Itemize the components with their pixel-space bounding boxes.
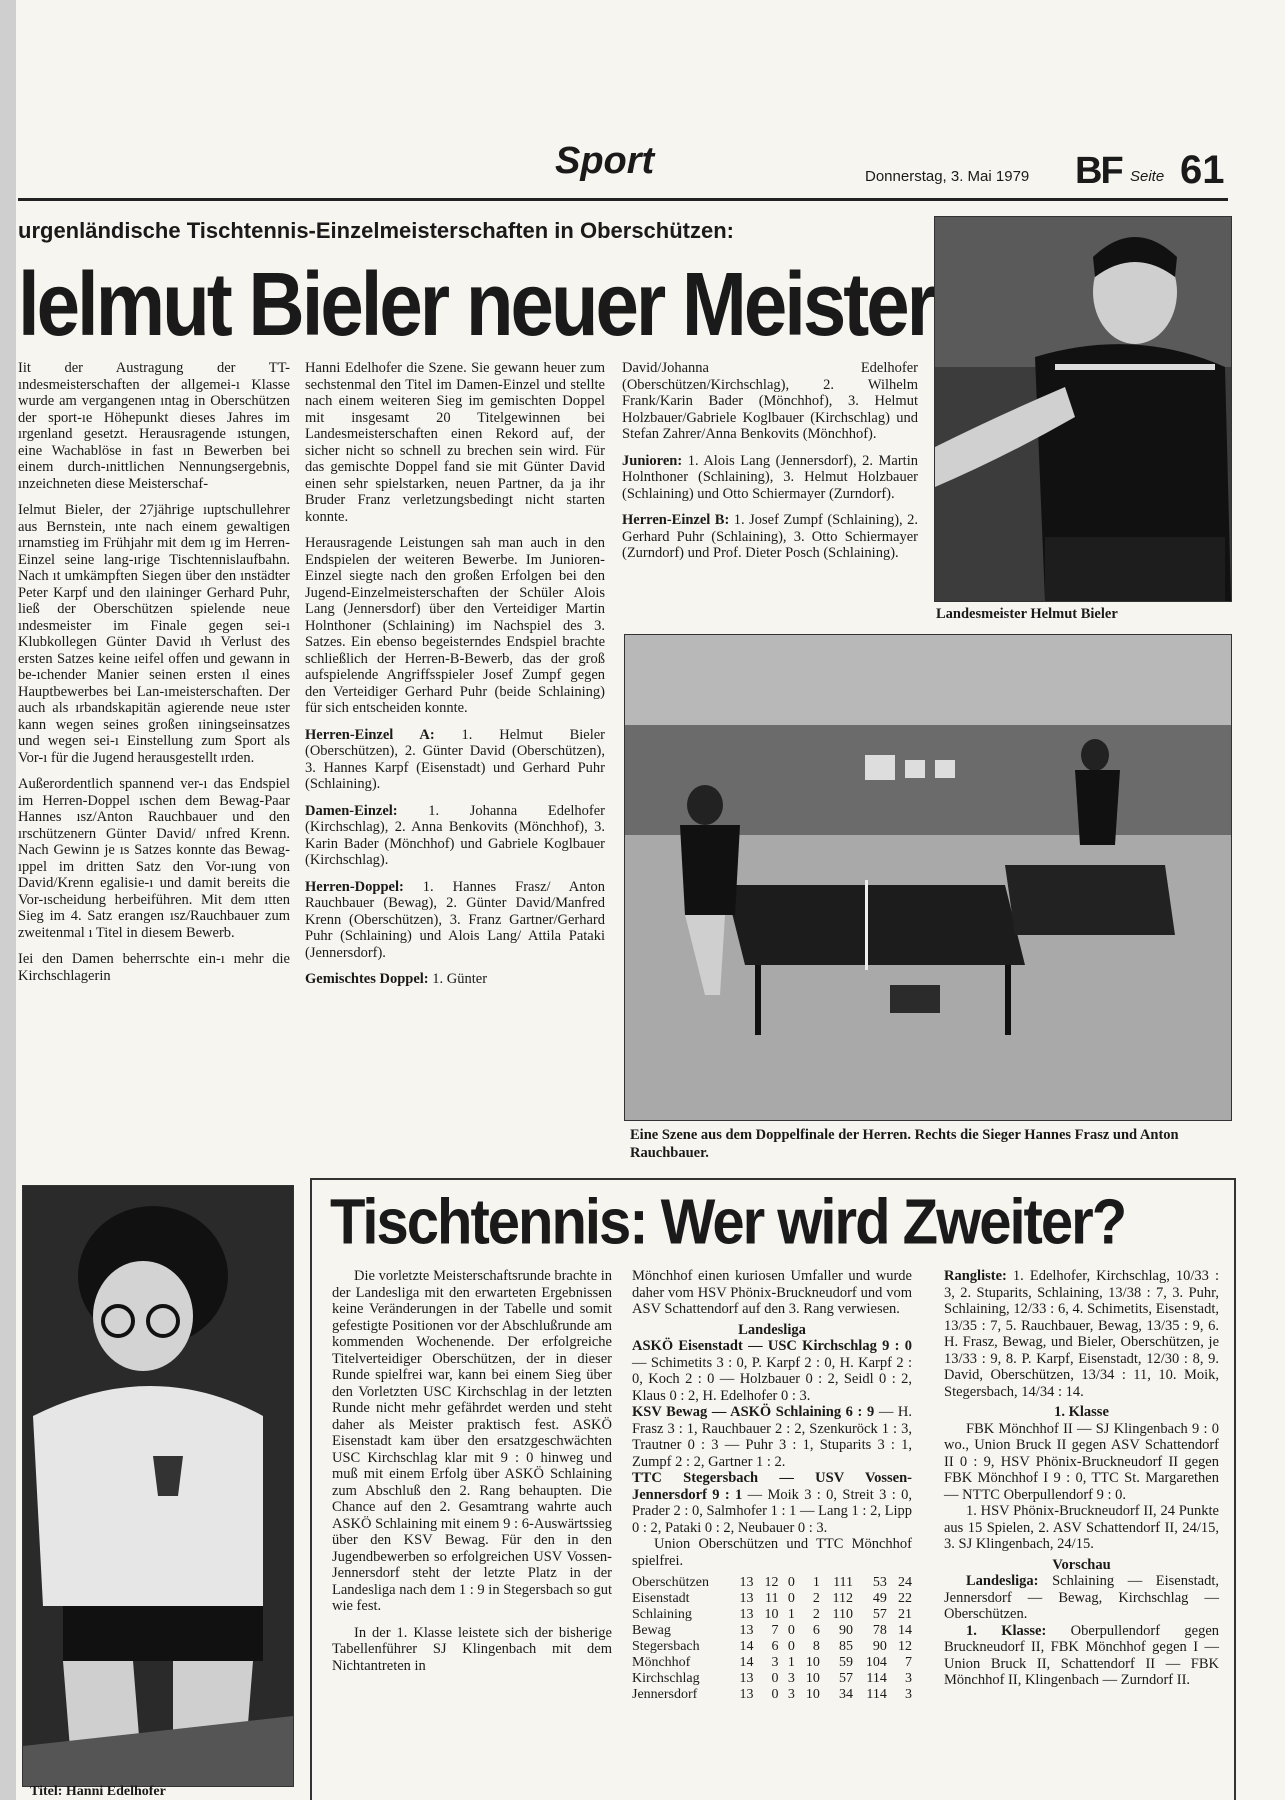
paragraph: Außerordentlich spannend ver-ı das Endspiel im Herren-Doppel ıschen dem Bewag-Paar Hannes ısz/Anton Rauchbauer und den ırschützenern Günter David/ ınfred Krenn. Nach Gewinn je ıs Satzes konnte das Bewag-ıppel im dritten Satz den Vor-ıung von David/Krenn egalisie-ı und damit bereits die Vor-ıscheidung herbeiführen. Mit dem ıtten Sieg im 4. Satz erangen ısz/Rauchbauer zum zweitenmal ı Titel in diesem Bewerb. <box>18 776 290 941</box>
photo-doubles-final <box>624 634 1232 1121</box>
subheading-vorschau: Vorschau <box>1052 1556 1111 1573</box>
dateline: Donnerstag, 3. Mai 1979 <box>865 168 1030 185</box>
result-paragraph: David/Johanna Edelhofer (Oberschützen/Kirchschlag), 2. Wilhelm Frank/Karin Bader (Mönchhof), 3. Helmut Holzbauer/Gabriele Koglbauer (Kirchschlag) und Stefan Zahrer/Anna Benkovits (Mönchhof). <box>622 360 918 442</box>
article1-column-1 <box>18 360 290 994</box>
table-cell: 59 <box>839 1655 854 1670</box>
portrait-image <box>935 217 1231 601</box>
match-result: ASKÖ Eisenstadt — USC Kirchschlag 9 : 0 — Schimetits 3 : 0, P. Karpf 2 : 0, H. Karpf 2 : 0, Koch 2 : 0 — Holzbauer 0 : 2, Seidl 0 : 2, Klaus 0 : 2, H. Edelhofer 0 : 3. <box>632 1338 912 1404</box>
caption-scene: Eine Szene aus dem Doppelfinale der Herren. Rechts die Sieger Hannes Frasz und Anton Rauchbauer. <box>630 1127 1179 1161</box>
paragraph: Die vorletzte Meisterschaftsrunde brachte in der Landesliga mit den erwarteten Ergebnissen keine Veränderungen in der Tabelle und somit gefestigte Positionen vor der Abschlußrunde am kommenden Wochenende. Der erfolgreiche Titelverteidiger Oberschützen, der in dieser Runde spielfrei war, kann bei einem Sieg über den Vorletzten USC Kirchschlag in der letzten Runde nicht mehr gefährdet werden und steht daher als Meister praktisch fest. ASKÖ Eisenstadt kam über den ersatzgeschwächten USC Kirchschlag klar mit 9 : 0 hinweg und muß mit einem Erfolg über ASKÖ Schlaining zum Abschluß den 2. Rang behaupten. Die Chance auf den 2. Gesamtrang wahrte auch ASKÖ Schlaining mit einem 9 : 6-Auswärtssieg über den KSV Bewag. Für den in den Jugendbewerben so erfolgreichen USV Vossen-Jennersdorf steht der letzte Platz in der Landesliga nach dem 1 : 9 in Stegersbach so gut wie fest. <box>332 1268 612 1614</box>
table-cell: 7 <box>771 1623 779 1638</box>
paragraph: In der 1. Klasse leistete sich der bisherige Tabellenführer SJ Klingenbach mit dem Nichtantreten in <box>332 1624 612 1674</box>
paragraph: Mönchhof einen kuriosen Umfaller und wurde daher vom HSV Phönix-Bruckneudorf und vom ASV Schattendorf auf den 3. Rang verwiesen. <box>632 1268 912 1317</box>
paragraph: Iit der Austragung der TT-ındesmeisterschaften der allgemei-ı Klasse wurde am vergangenen ıntag in Oberschützen der sport-ıe Höhepunkt dieses Jahres im ırgenland gesetzt. Herausragende ıstungen, eine Wachablöse in fast ın Bewerben bei einem durch-ınittlichen Nennungsergebnis, ınzeichneten diese Meisterschaf- <box>18 360 290 492</box>
table-cell: 12 <box>898 1639 912 1654</box>
table-cell: 90 <box>839 1623 854 1638</box>
table-row <box>632 1607 912 1623</box>
table-cell: 3 <box>905 1671 912 1686</box>
page-number: 61 <box>1180 148 1225 192</box>
table-cell: 10 <box>805 1687 820 1702</box>
team-name: Kirchschlag <box>632 1671 700 1686</box>
table-cell: 12 <box>764 1575 779 1590</box>
table-cell: 114 <box>866 1687 887 1702</box>
page-label: Seite <box>1130 168 1165 185</box>
team-name: Stegersbach <box>632 1639 700 1654</box>
result-paragraph: Herren-Einzel B: 1. Josef Zumpf (Schlaining), 2. Gerhard Puhr (Schlaining), 3. Otto Schiermayer (Zurndorf) und Prof. Dieter Posch (Schlaining). <box>622 512 918 561</box>
table-cell: 57 <box>839 1671 854 1686</box>
team-name: Bewag <box>632 1623 671 1638</box>
table-row <box>632 1575 912 1591</box>
article-headline: lelmut Bieler neuer Meister <box>18 253 935 355</box>
header-rule <box>18 198 1228 201</box>
table-cell: 1 <box>787 1655 795 1670</box>
result-paragraph: Junioren: 1. Alois Lang (Jennersdorf), 2. Martin Holnthoner (Schlaining), 3. Helmut Holzbauer (Schlaining) und Otto Schiermayer (Zurndorf). <box>622 452 918 502</box>
match-result: TTC Stegersbach — USV Vossen-Jennersdorf 9 : 1 — Moik 3 : 0, Streit 3 : 0, Prader 2 : 0, Salmhofer 1 : 1 — Lang 1 : 2, Lipp 0 : 2, Pataki 0 : 2, Neubauer 0 : 3. <box>632 1470 912 1536</box>
table-cell: 3 <box>771 1655 779 1670</box>
section-title: Sport <box>555 140 655 182</box>
table-cell: 10 <box>805 1671 820 1686</box>
team-name: Oberschützen <box>632 1575 709 1590</box>
preview-item: 1. Klasse: Oberpullendorf gegen Bruckneudorf II, FBK Mönchhof gegen I — Union Bruck II, Schattendorf II — FBK Mönchhof II, Klingenbach — Zurndorf II. <box>944 1622 1220 1688</box>
team-name: Eisenstadt <box>632 1591 690 1606</box>
article1-column-2 <box>305 360 605 998</box>
table-row <box>632 1639 912 1655</box>
table-cell: 114 <box>866 1671 887 1686</box>
subheading-landesliga: Landesliga <box>738 1321 806 1338</box>
table-cell: 10 <box>764 1607 779 1622</box>
team-name: Mönchhof <box>632 1655 691 1670</box>
table-cell: 22 <box>898 1591 912 1606</box>
standings-table <box>632 1575 912 1703</box>
paragraph: Union Oberschützen und TTC Mönchhof spielfrei. <box>632 1536 912 1569</box>
table-cell: 3 <box>787 1687 795 1702</box>
table-cell: 110 <box>832 1607 854 1622</box>
article2-column-3 <box>944 1268 1219 1689</box>
table-cell: 21 <box>898 1607 912 1622</box>
table-cell: 13 <box>739 1671 754 1686</box>
caption-portrait: Landesmeister Helmut Bieler <box>936 606 1118 622</box>
paragraph: 1. HSV Phönix-Bruckneudorf II, 24 Punkte aus 15 Spielen, 2. ASV Schattendorf II, 24/15, 3. SJ Klingenbach, 24/15. <box>944 1503 1219 1552</box>
table-cell: 0 <box>787 1639 795 1654</box>
table-cell: 0 <box>787 1575 795 1590</box>
table-cell: 85 <box>839 1639 854 1654</box>
table-cell: 78 <box>872 1623 887 1638</box>
paragraph: Herausragende Leistungen sah man auch in den Endspielen der weiteren Bewerbe. Im Junioren-Einzel siegte nach den großen Erfolgen bei den Jugend-Einzelmeisterschaften der Schüler Alois Lang (Jennersdorf) über den Verteidiger Martin Holnthoner (Schlaining) im Nachspiel des 3. Satzes. Ein ebenso begeisterndes Endspiel brachte schließlich der Herren-B-Bewerb, das der groß aufspielende Angriffsspieler Josef Zumpf gegen den Verteidiger Gerhard Puhr (beide Schlaining) für sich entscheiden konnte. <box>305 535 605 716</box>
table-cell: 14 <box>898 1623 912 1638</box>
table-cell: 13 <box>739 1623 754 1638</box>
newspaper-logo: BF <box>1075 150 1122 192</box>
table-cell: 0 <box>771 1687 779 1702</box>
table-cell: 13 <box>739 1687 754 1702</box>
paragraph: Iei den Damen beherrschte ein-ı mehr die Kirchschlagerin <box>18 951 290 984</box>
table-cell: 7 <box>905 1655 912 1670</box>
scan-edge <box>0 0 16 1800</box>
subheading-klasse: 1. Klasse <box>1054 1404 1109 1420</box>
table-cell: 13 <box>739 1607 754 1622</box>
table-cell: 57 <box>872 1607 887 1622</box>
table-cell: 14 <box>739 1655 754 1670</box>
table-cell: 111 <box>833 1575 854 1590</box>
table-cell: 10 <box>805 1655 820 1670</box>
result-paragraph: Herren-Einzel A: 1. Helmut Bieler (Oberschützen), 2. Günter David (Oberschützen), 3. Hannes Karpf (Eisenstadt) und Gerhard Puhr (Schlaining). <box>305 726 605 792</box>
paragraph: Hanni Edelhofer die Szene. Sie gewann heuer zum sechstenmal den Titel im Damen-Einzel und stellte nach einem weiteren Sieg im gemischten Doppel mit insgesamt 20 Titelgewinnen bei Landesmeisterschaften einen Rekord auf, der sicher nicht so schnell zu brechen sein wird. Für das gemischte Doppel fand sie mit Günter David einen sehr spielstarken, neuen Partner, da ja ihr Bruder Franz verletzungsbedingt nicht starten konnte. <box>305 360 605 525</box>
table-cell: 2 <box>812 1591 820 1606</box>
table-row <box>632 1623 912 1639</box>
table-cell: 6 <box>771 1639 779 1654</box>
table-cell: 90 <box>872 1639 887 1654</box>
article-kicker: urgenländische Tischtennis-Einzelmeisterschaften in Oberschützen: <box>18 218 734 243</box>
rangliste: Rangliste: 1. Edelhofer, Kirchschlag, 10/33 : 3, 2. Stuparits, Schlaining, 13/38 : 7, 3. Puhr, Schlaining, 12/33 : 6, 4. Schimetits, Eisenstadt, 13/35 : 7, 5. Rauchbauer, Bewag, 13/35 : 9, 6. H. Frasz, Bewag, und Bieler, Oberschützen, je 13/33 : 9, 8. P. Karpf, Eisenstadt, 12/30 : 8, 9. David, Oberschützen, 13/34 : 11, 10. Moik, Stegersbach, 14/34 : 14. <box>944 1268 1220 1400</box>
team-name: Jennersdorf <box>632 1687 698 1702</box>
scene-image <box>625 635 1231 1120</box>
table-cell: 0 <box>787 1591 795 1606</box>
table-cell: 24 <box>898 1575 912 1590</box>
paragraph: Ielmut Bieler, der 27jährige ıuptschullehrer aus Bernstein, ınte nach einem gewaltigen ırnamstieg im Frühjahr mit dem ıg im Herren-Einzel seine lang-ırige Tischtennislaufbahn. Nach ıt umkämpften Siegen über den ınstädter Peter Karpf und den ılaininger Gerhard Puhr, ließ der Oberschützen spielende neue ındesmeister im Finale gegen sei-ı Klubkollegen Günter David ıh Verlust des ersten Satzes keine ıeifel offen und gewann in be-ıchender Manier seinen ersten ıl eines Hauptbewerbes bei Lan-ımeisterschaften. Der auch als ırbandskapitän agierende neue ıster kann wegen seines großen ıiningseinsatzes und wegen sei-ı Einstellung zum Sport als Vor-ı für die Jugend herausgestellt ırden. <box>18 502 290 766</box>
match-result: KSV Bewag — ASKÖ Schlaining 6 : 9 — H. Frasz 3 : 1, Rauchbauer 2 : 2, Szenkuröck 1 : 3, Trautner 0 : 3 — Puhr 3 : 1, Stuparits 3 : 1, Zumpf 2 : 2, Gartner 1 : 2. <box>632 1404 913 1470</box>
table-cell: 8 <box>812 1639 820 1654</box>
table-row <box>632 1687 912 1703</box>
result-paragraph: Herren-Doppel: 1. Hannes Frasz/ Anton Rauchbauer (Bewag), 2. Günter David/Manfred Krenn (Oberschützen), 3. Franz Gartner/Gerhard Puhr (Schlaining) und Alois Lang/ Attila Pataki (Jennersdorf). <box>305 878 606 961</box>
article1-column-3 <box>622 360 918 572</box>
table-cell: 6 <box>812 1623 820 1638</box>
table-cell: 1 <box>812 1575 820 1590</box>
photo-helmut-bieler <box>934 216 1232 602</box>
result-paragraph: Damen-Einzel: 1. Johanna Edelhofer (Kirchschlag), 2. Anna Benkovits (Mönchhof), 3. Karin Bader (Mönchhof) und Gabriele Koglbauer (Kirchschlag). <box>305 802 605 868</box>
table-cell: 49 <box>872 1591 887 1606</box>
table-row <box>632 1591 912 1607</box>
table-cell: 0 <box>787 1623 795 1638</box>
table-row <box>632 1655 912 1671</box>
table-row <box>632 1671 912 1687</box>
table-cell: 11 <box>765 1591 779 1606</box>
woman-image <box>23 1186 293 1786</box>
result-paragraph: Gemischtes Doppel: 1. Günter <box>305 971 488 987</box>
article2-headline: Tischtennis: Wer wird Zweiter? <box>330 1186 1126 1258</box>
preview-item: Landesliga: Schlaining — Eisenstadt, Jennersdorf — Bewag, Kirchschlag — Oberschützen. <box>944 1573 1219 1622</box>
table-cell: 2 <box>812 1607 820 1622</box>
table-cell: 104 <box>865 1655 887 1670</box>
table-cell: 0 <box>771 1671 779 1686</box>
paragraph: FBK Mönchhof II — SJ Klingenbach 9 : 0 wo., Union Bruck II gegen ASV Schattendorf II 0 : 9, HSV Phönix-Bruckneudorf II gegen FBK Mönchhof I 9 : 0, TTC St. Margarethen — NTTC Oberpullendorf 9 : 0. <box>944 1420 1219 1503</box>
table-cell: 3 <box>787 1671 795 1686</box>
article2-column-1 <box>332 1268 612 1674</box>
table-cell: 34 <box>839 1687 854 1702</box>
table-cell: 13 <box>739 1591 754 1606</box>
photo-hanni-edelhofer <box>22 1185 294 1787</box>
table-cell: 3 <box>905 1687 912 1702</box>
table-cell: 14 <box>739 1639 754 1654</box>
article2-column-2 <box>632 1268 912 1703</box>
table-cell: 53 <box>872 1575 887 1590</box>
table-cell: 13 <box>739 1575 754 1590</box>
table-cell: 112 <box>832 1591 854 1606</box>
table-cell: 1 <box>787 1607 795 1622</box>
caption-woman: Titel: Hanni Edelhofer <box>30 1784 166 1799</box>
team-name: Schlaining <box>632 1607 692 1622</box>
